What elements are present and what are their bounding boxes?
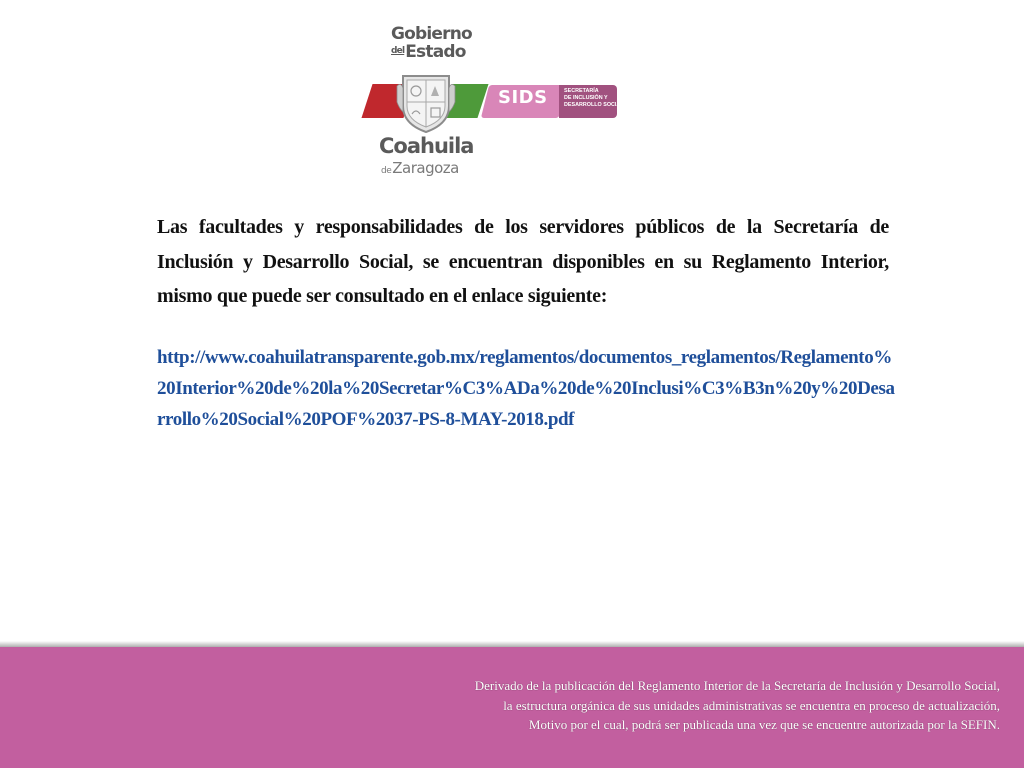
sids-desc-line1: SECRETARÍA: [564, 88, 599, 94]
logo-del-estado-text: [391, 42, 466, 62]
footer-line-3: Motivo por el cual, podrá ser publicada una vez que se encuentre autorizada por la SEFIN.: [528, 717, 1000, 732]
reglamento-link[interactable]: http://www.coahuilatransparente.gob.mx/reglamentos/documentos_reglamentos/Reglamento%20Interior%20de%20la%20Secretar%C3%ADa%20de%20Inclusi%C3%B3n%20y%20Desarrollo%20Social%20POF%2037-PS-8-MAY-2018.pdf: [157, 347, 895, 430]
sids-desc-line3: DESARROLLO SOCIAL: [564, 101, 624, 108]
government-logo: [365, 24, 624, 180]
footer-line-2: la estructura orgánica de sus unidades administrativas se encuentra en proceso de actualización,: [503, 697, 1000, 713]
logo-de-zaragoza-text: [381, 159, 459, 177]
main-paragraph: Las facultades y responsabilidades de los servidores públicos de la Secretaría de Inclusión y Desarrollo Social, se encuentran disponibles en su Reglamento Interior, mismo que puede ser consultado en el enlace siguiente:: [157, 216, 889, 307]
logo-estado-text: Estado: [405, 42, 466, 62]
sids-desc-line2: DE INCLUSIÓN Y: [564, 94, 608, 101]
footer-bar: [0, 647, 1024, 768]
logo-gobierno-text: Gobierno: [391, 24, 472, 44]
sids-description: [564, 88, 624, 108]
footer-line-1: Derivado de la publicación del Reglamento Interior de la Secretaría de Inclusión y Desarrollo Social,: [474, 678, 1000, 693]
logo-del-text: del: [391, 46, 405, 56]
logo-de-text: de: [381, 166, 392, 176]
coat-of-arms-icon: [395, 72, 457, 134]
logo-coahuila-text: Coahuila: [379, 134, 474, 158]
sids-acronym: SIDS: [498, 87, 548, 108]
logo-zaragoza-text: Zaragoza: [392, 159, 459, 177]
footer-notice: [240, 676, 1000, 735]
